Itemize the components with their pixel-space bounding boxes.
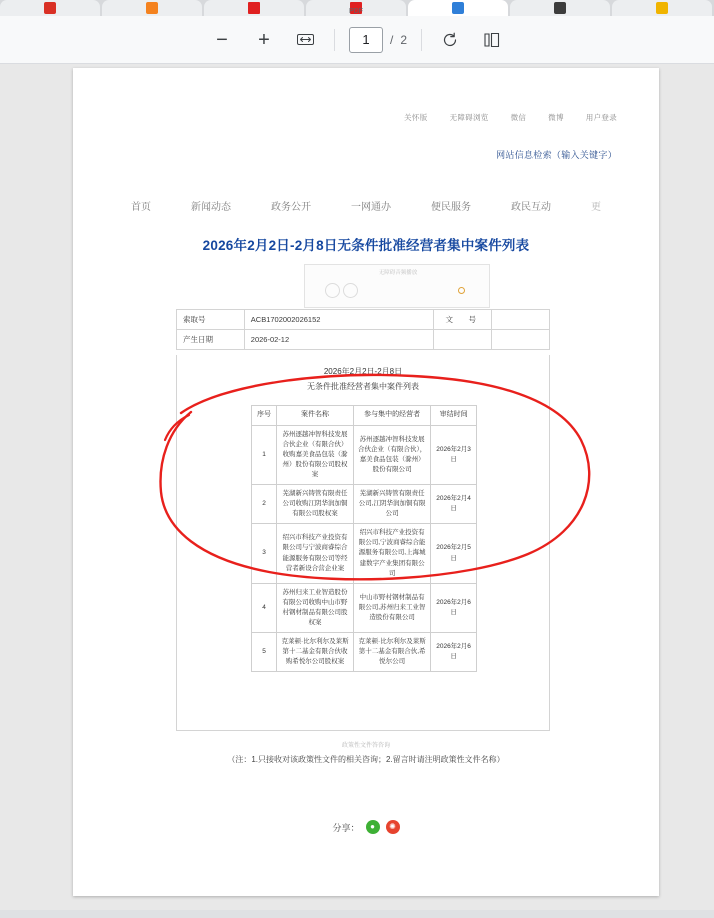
cell-index: 1 [252,425,277,484]
zoom-in-button[interactable] [250,26,278,54]
table-row [177,310,550,330]
page-separator: / [389,32,394,47]
play-button-icon[interactable] [325,283,340,298]
cell-parties: 苏州逐越冲智科技发展合伙企业（有限合伙），嘉美食品包装（滁州）股份有限公司 [354,425,431,484]
document-body [176,355,550,731]
meta-value-index-number: ACB1702002026152 [244,310,434,330]
cell-date: 2026年2月6日 [431,583,477,632]
nav-item-government-disclosure[interactable]: 政务公开 [271,202,311,213]
table-header-row [252,406,477,426]
nav-item-news[interactable]: 新闻动态 [191,202,231,213]
cell-index: 2 [252,485,277,524]
cell-case-name: 苏州逐越冲智科技发展合伙企业（有限合伙）收购嘉美食品包装（滁州）股份有限公司股权案 [277,425,354,484]
meta-value-create-date: 2026-02-12 [244,330,434,350]
page-total: 2 [400,32,408,47]
cell-case-name: 苏州归来工业智造股份有限公司收购中山市野村钢材制品有限公司股权案 [277,583,354,632]
browser-tab-4[interactable] [306,0,406,16]
share-label: 分享： [332,822,360,833]
browser-tab-title: PDF [349,8,363,15]
page-title: 2026年2月2日-2月8日无条件批准经营者集中案件列表 [202,238,530,253]
cell-parties: 绍兴市科技产业投资有限公司,宁波商睿综合能源服务有限公司,上海城建数字产业集团有限公司 [354,524,431,583]
meta-label-empty [434,330,492,350]
nav-item-public-service[interactable]: 便民服务 [431,202,471,213]
inner-title-line-2: 无条件批准经营者集中案件列表 [307,382,419,392]
meta-label-index-number: 索取号 [177,310,245,330]
wechat-share-icon[interactable]: ● [366,820,380,834]
meta-value-document-number [492,310,550,330]
case-list-table [251,405,477,672]
site-top-links [404,112,617,123]
cell-index: 5 [252,632,277,671]
cell-case-name: 克莱顿·比尔利尔及莱斯第十二基金有限合伙收购希悦尔公司股权案 [277,632,354,671]
tab-favicon-icon [452,2,464,14]
accessibility-audio-player[interactable] [304,264,490,308]
browser-tab-3[interactable] [204,0,304,16]
column-header-parties: 参与集中的经营者 [354,406,431,426]
cell-date: 2026年2月6日 [431,632,477,671]
browser-tab-6[interactable] [510,0,610,16]
nav-item-one-stop-service[interactable]: 一网通办 [351,202,391,213]
audio-player-label: 无障碍音频播放 [378,270,418,276]
table-row [252,583,477,632]
consultation-note: （注：1.只接收对该政策性文件的相关咨询；2.留言时请注明政策性文件名称） [227,755,505,764]
minus-icon: − [216,28,228,51]
tab-favicon-icon [554,2,566,14]
page-number-input[interactable] [349,27,383,53]
top-link-weibo[interactable]: 微博 [548,113,564,122]
cell-date: 2026年2月3日 [431,425,477,484]
tab-favicon-icon [44,2,56,14]
zoom-out-button[interactable] [208,26,236,54]
page-navigation [349,27,407,53]
cell-case-name: 绍兴市科技产业投资有限公司与宁波商睿综合能源服务有限公司等经营者新设合营企业案 [277,524,354,583]
window-bottom-bar [0,910,714,918]
toolbar-divider [421,29,422,51]
rotate-icon [441,31,459,49]
meta-value-empty [492,330,550,350]
table-row [252,485,477,524]
table-row [252,632,477,671]
pdf-document-area[interactable] [0,64,714,910]
document-properties-button[interactable] [478,26,506,54]
tab-favicon-icon [248,2,260,14]
document-meta-table [176,309,550,350]
cell-parties: 克莱顿·比尔利尔及莱斯第十二基金有限合伙,希悦尔公司 [354,632,431,671]
table-row [177,330,550,350]
top-link-wechat[interactable]: 微信 [510,113,527,122]
table-row [252,524,477,583]
top-link-user-login[interactable]: 用户登录 [585,113,617,122]
share-bar [73,820,659,834]
site-search-label[interactable]: 网站信息检索（输入关键字） [496,150,617,160]
meta-label-create-date: 产生日期 [177,330,245,350]
column-header-case-name: 案件名称 [277,406,354,426]
rotate-button[interactable] [436,26,464,54]
cell-parties: 芜湖新兴铸管有限责任公司,江阴华润加铜有限公司 [354,485,431,524]
audio-status-icon [458,287,465,294]
meta-label-document-number: 文 号 [434,310,492,330]
tab-favicon-icon [146,2,158,14]
cell-date: 2026年2月4日 [431,485,477,524]
cell-case-name: 芜湖新兴铸管有限责任公司收购江阴华润加铜有限公司股权案 [277,485,354,524]
browser-tab-5[interactable] [408,0,508,16]
properties-icon [483,32,501,48]
nav-item-more[interactable]: 更 [591,202,601,213]
plus-icon: + [258,28,270,51]
column-header-conclusion-date: 审结时间 [431,406,477,426]
cell-parties: 中山市野村钢材制品有限公司,苏州归来工业智造股份有限公司 [354,583,431,632]
pdf-viewer-toolbar [0,16,714,64]
consultation-label: 政策性文件答咨询 [341,743,390,749]
top-link-barrier-free[interactable]: 无障碍浏览 [449,113,489,122]
toolbar-divider [334,29,335,51]
column-header-index: 序号 [252,406,277,426]
top-link-accessibility-version[interactable]: 关怀版 [404,113,428,122]
tab-favicon-icon [656,2,668,14]
fit-width-icon [297,34,314,45]
cell-date: 2026年2月5日 [431,524,477,583]
cell-index: 3 [252,524,277,583]
browser-tab-7[interactable] [612,0,712,16]
nav-item-citizen-interaction[interactable]: 政民互动 [511,202,551,213]
cell-index: 4 [252,583,277,632]
audio-player-controls[interactable] [325,283,358,298]
browser-tab-1[interactable] [0,0,100,16]
site-navigation [73,198,659,213]
inner-title-line-1: 2026年2月2日-2月8日 [323,367,403,376]
fit-to-width-button[interactable] [292,26,320,54]
table-row [252,425,477,484]
browser-tab-strip [0,0,714,16]
pause-button-icon[interactable] [343,283,358,298]
pdf-page-1 [73,68,659,896]
inner-title [177,355,549,394]
nav-item-home[interactable]: 首页 [131,202,151,213]
browser-tab-2[interactable] [102,0,202,16]
weibo-share-icon[interactable]: ✺ [386,820,400,834]
